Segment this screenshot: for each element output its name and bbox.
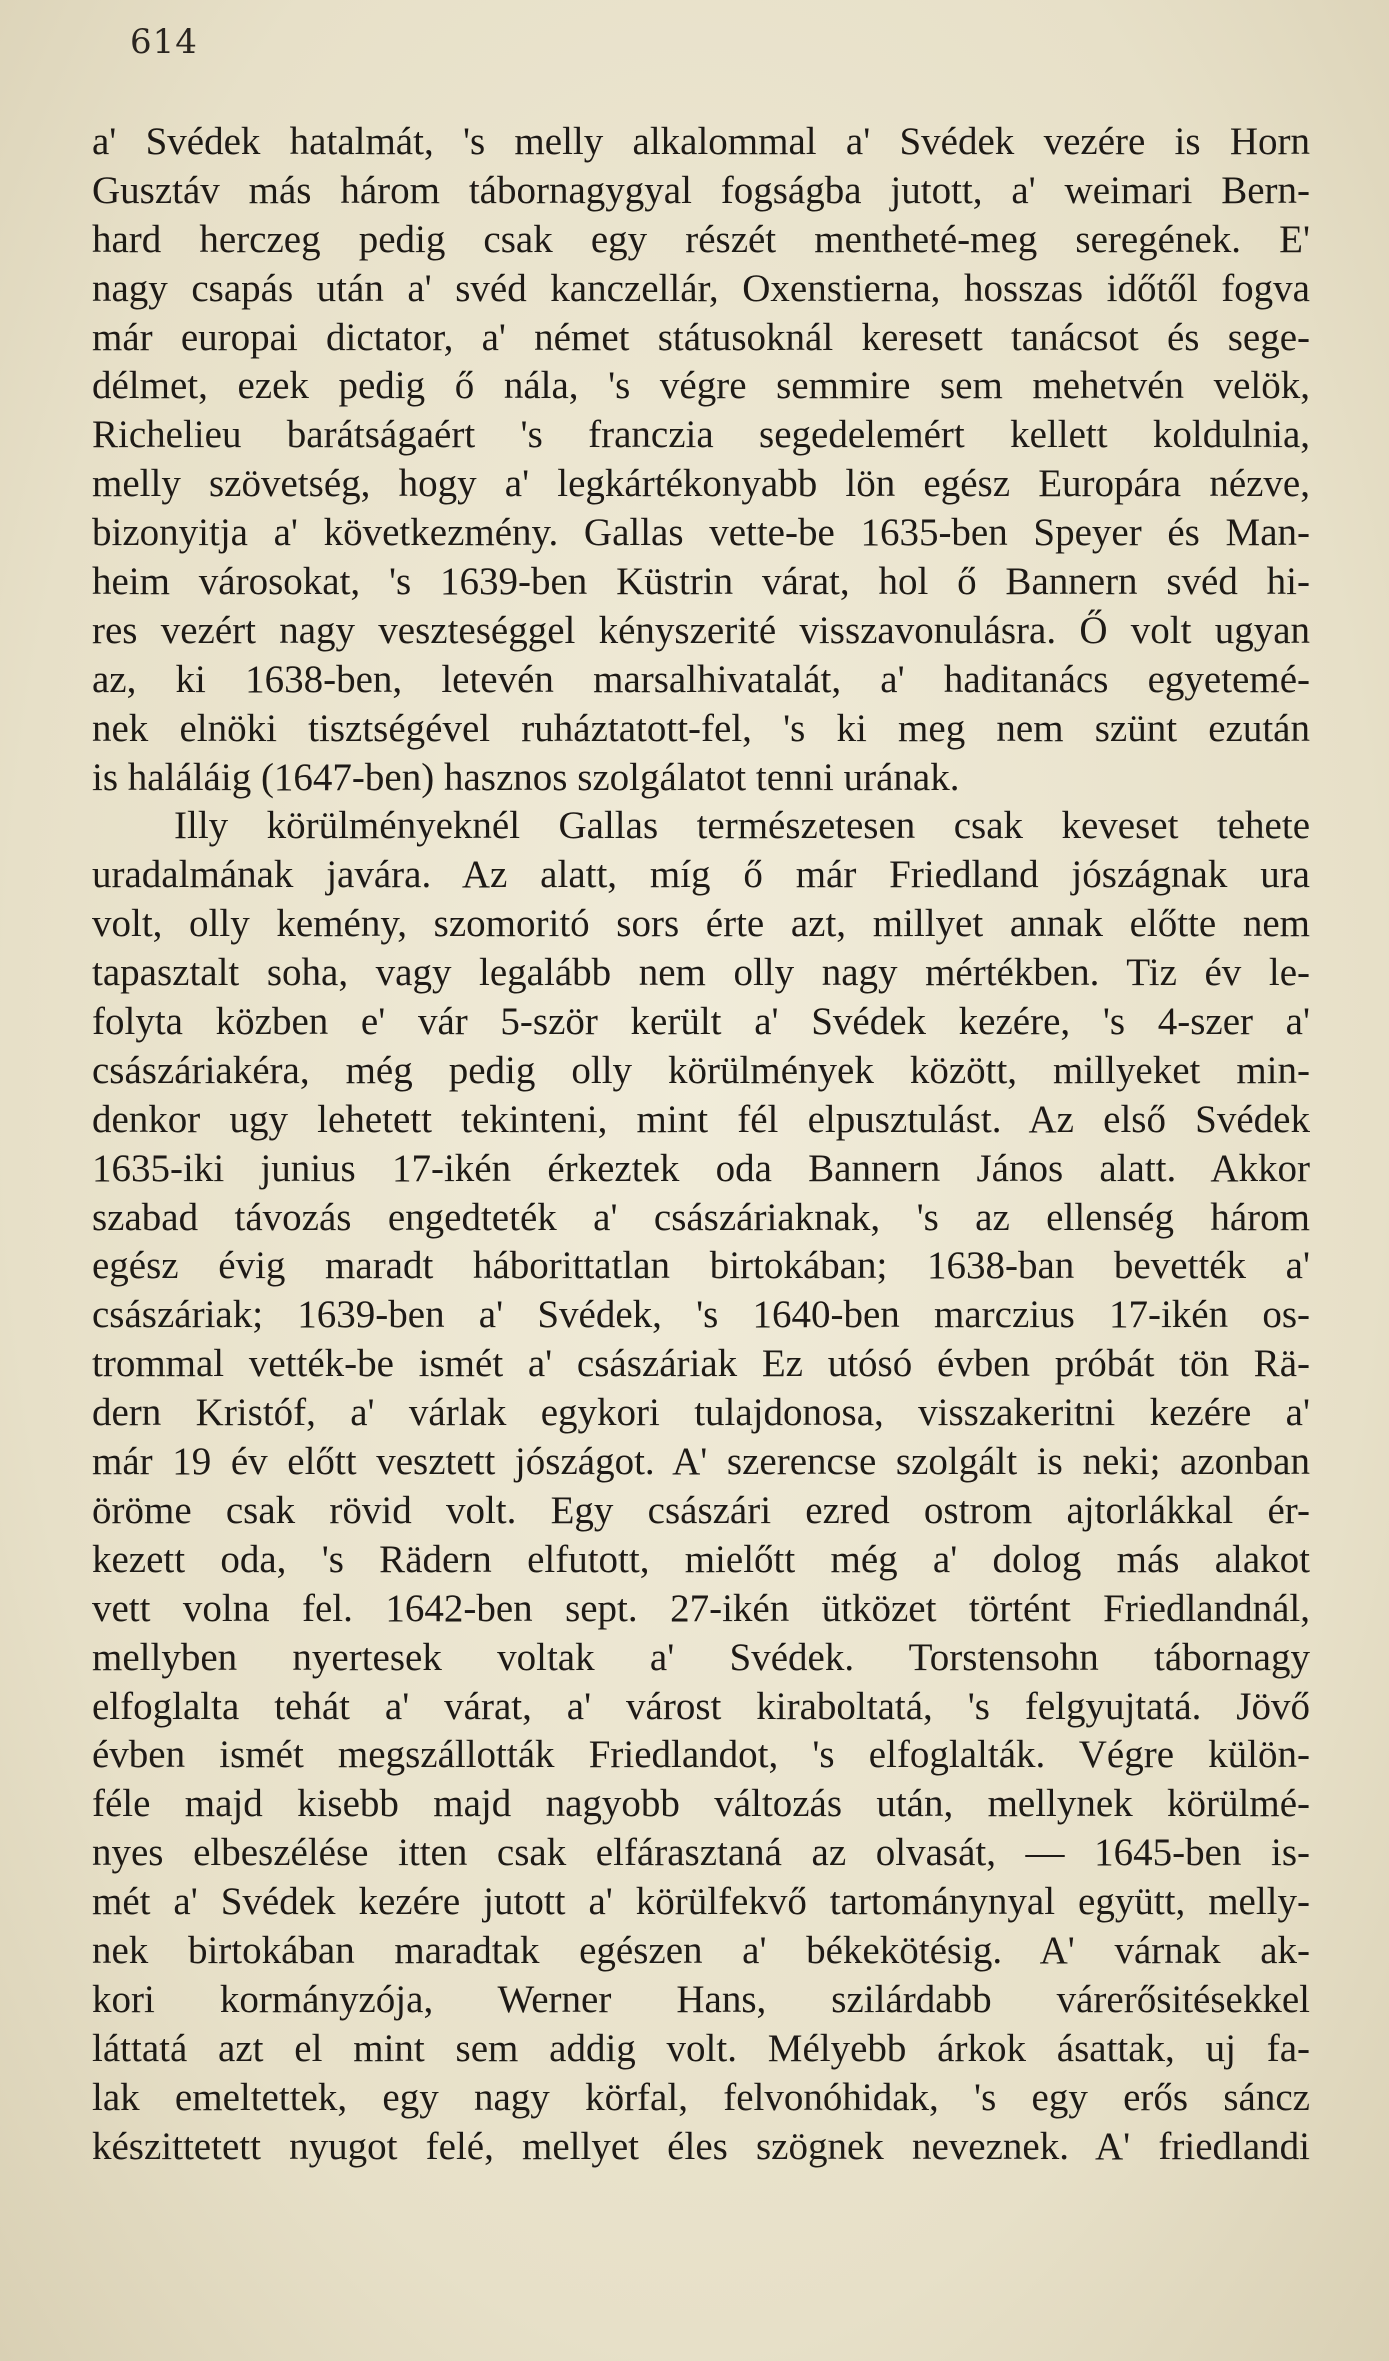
text-line: már 19 év előtt vesztett jószágot. A' szerencse szolgált is neki; azonban [92,1440,1310,1484]
text-line: mét a' Svédek kezére jutott a' körülfekvő tartománynyal együtt, melly- [92,1880,1310,1924]
text-line: a' Svédek hatalmát, 's melly alkalommal a' Svédek vezére is Horn [92,120,1310,163]
text-line: vett volna fel. 1642-ben sept. 27-ikén ütközet történt Friedlandnál, [92,1586,1310,1630]
text-line: császáriak; 1639-ben a' Svédek, 's 1640-ben marczius 17-ikén os- [92,1293,1310,1337]
text-line: császáriakéra, még pedig olly körülmények között, millyeket min- [92,1048,1310,1092]
text-line: már europai dictator, a' német státusoknál keresett tanácsot és sege- [92,315,1310,359]
text-line: bizonyitja a' következmény. Gallas vette-be 1635-ben Speyer és Man- [92,511,1310,555]
text-line: melly szövetség, hogy a' legkártékonyabb lön egész Europára nézve, [92,462,1310,506]
text-line: denkor ugy lehetett tekinteni, mint fél elpusztulást. Az első Svédek [92,1097,1310,1141]
text-line: Richelieu barátságaért 's franczia segedelemért kellett koldulnia, [92,413,1310,457]
text-line: dern Kristóf, a' várlak egykori tulajdonosa, visszakeritni kezére a' [92,1391,1310,1435]
text-line: egész évig maradt háborittatlan birtokában; 1638-ban bevették a' [92,1244,1310,1288]
text-line: Gusztáv más három tábornagygyal fogságba jutott, a' weimari Bern- [92,168,1310,212]
text-line: tapasztalt soha, vagy legalább nem olly nagy mértékben. Tiz év le- [92,951,1310,995]
text-line: volt, olly kemény, szomoritó sors érte azt, millyet annak előtte nem [92,902,1310,946]
text-line: is haláláig (1647-ben) hasznos szolgálatot tenni urának. [92,755,960,799]
text-line: kori kormányzója, Werner Hans, szilárdabb várerősitésekkel [92,1977,1310,2021]
text-line: kezett oda, 's Rädern elfutott, mielőtt még a' dolog más alakot [92,1537,1310,1581]
page-number: 614 [130,22,198,62]
text-line: uradalmának javára. Az alatt, míg ő már Friedland jószágnak ura [92,853,1310,897]
text-line: nagy csapás után a' svéd kanczellár, Oxenstierna, hosszas időtől fogva [92,266,1310,310]
text-line: res vezért nagy veszteséggel kényszerité visszavonulásra. Ő volt ugyan [92,608,1310,652]
text-line: szabad távozás engedteték a' császáriaknak, 's az ellenség három [92,1195,1310,1239]
text-line: délmet, ezek pedig ő nála, 's végre semmire sem mehetvén velök, [92,364,1310,408]
text-line: láttatá azt el mint sem addig volt. Mélyebb árkok ásattak, uj fa- [92,2026,1310,2070]
text-line: trommal vették-be ismét a' császáriak Ez utósó évben próbát tön Rä- [92,1342,1310,1386]
text-line: folyta közben e' vár 5-ször került a' Svédek kezére, 's 4-szer a' [92,1000,1310,1044]
text-line: évben ismét megszállották Friedlandot, 's elfoglalták. Végre külön- [92,1733,1310,1777]
text-line: Illy körülményeknél Gallas természetesen csak keveset tehete [174,804,1310,848]
text-line: készittetett nyugot felé, mellyet éles szögnek neveznek. A' friedlandi [92,2124,1310,2168]
text-line: nek birtokában maradtak egészen a' békekötésig. A' várnak ak- [92,1928,1310,1972]
text-line: 1635-iki junius 17-ikén érkeztek oda Bannern János alatt. Akkor [92,1146,1310,1190]
text-line: féle majd kisebb majd nagyobb változás után, mellynek körülmé- [92,1782,1310,1826]
text-line: nyes elbeszélése itten csak elfárasztaná az olvasát, — 1645-ben is- [92,1831,1310,1875]
text-line: hard herczeg pedig csak egy részét mentheté-meg seregének. E' [92,217,1310,261]
text-line: elfoglalta tehát a' várat, a' várost kiraboltatá, 's felgyujtatá. Jövő [92,1684,1310,1728]
text-line: nek elnöki tisztségével ruháztatott-fel, 's ki meg nem szünt ezután [92,706,1310,750]
body-text [92,118,1310,2171]
text-line: lak emeltettek, egy nagy körfal, felvonóhidak, 's egy erős sáncz [92,2075,1310,2119]
text-line: az, ki 1638-ben, letevén marsalhivatalát, a' haditanács egyetemé- [92,657,1310,701]
text-line: mellyben nyertesek voltak a' Svédek. Torstensohn tábornagy [92,1635,1310,1679]
text-line: heim városokat, 's 1639-ben Küstrin várat, hol ő Bannern svéd hi- [92,560,1310,604]
text-line: öröme csak rövid volt. Egy császári ezred ostrom ajtorlákkal ér- [92,1488,1310,1532]
